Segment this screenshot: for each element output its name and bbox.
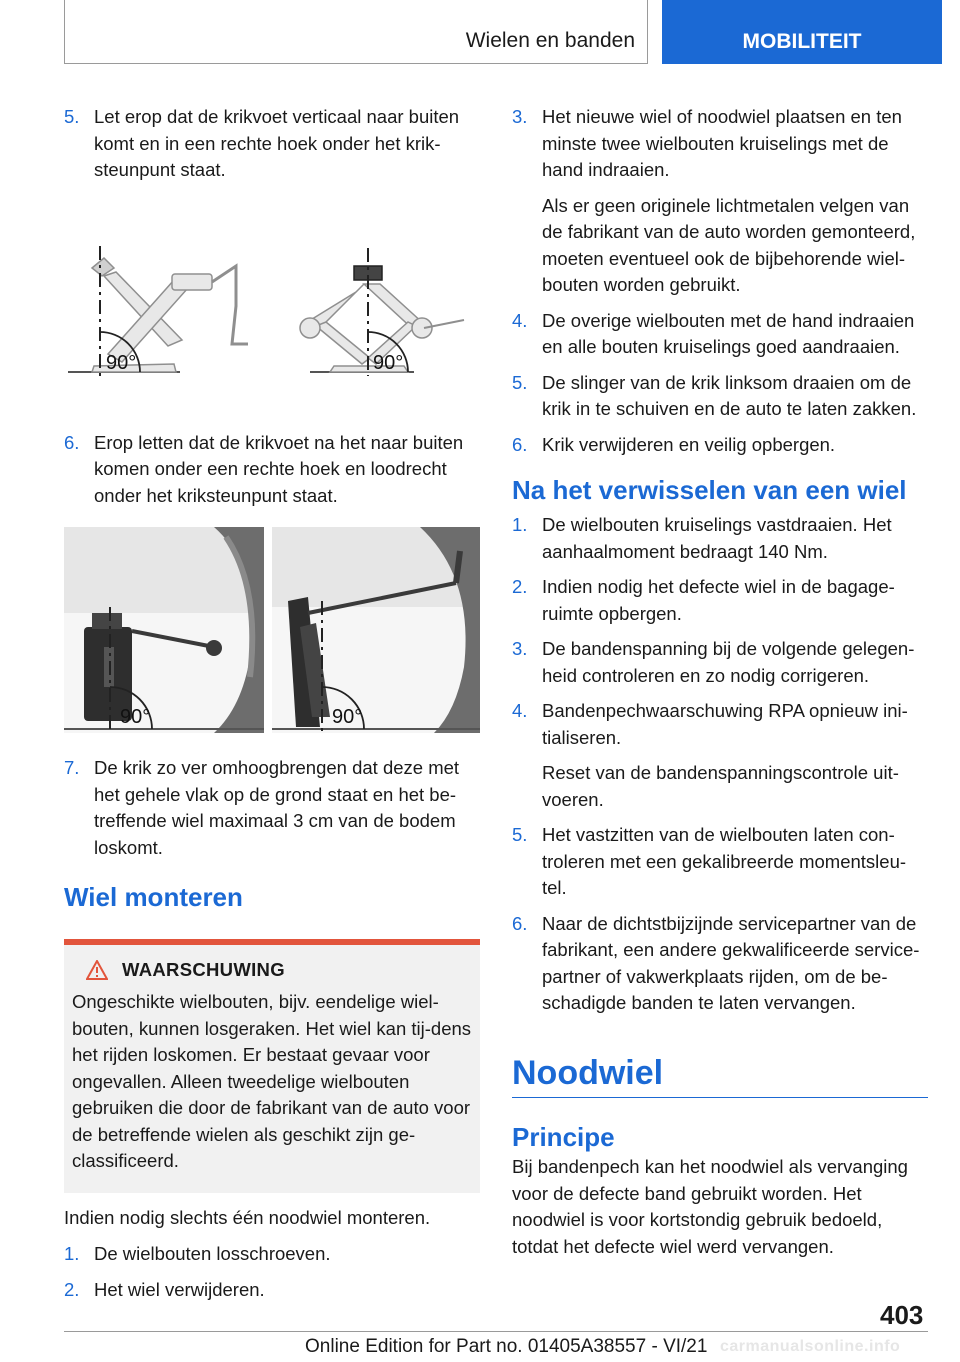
step-number: 4.	[512, 700, 528, 721]
step-text: De wielbouten losschroeven.	[94, 1243, 331, 1264]
step-item	[512, 911, 928, 1017]
step-number: 2.	[64, 1278, 80, 1300]
step-text: Het vastzitten van de wielbouten laten con-troleren met een gekalibreerde momentsleu-tel.	[542, 824, 907, 898]
step-item	[64, 1277, 480, 1304]
jack-placement-figure	[64, 527, 480, 735]
step-item	[64, 104, 480, 184]
step-text: Krik verwijderen en veilig opbergen.	[542, 433, 836, 455]
step-number: 5.	[512, 371, 528, 393]
jack-angle-illustration	[64, 236, 480, 396]
warning-box	[64, 939, 480, 1193]
chapter-heading-noodwiel: Noodwiel	[512, 1053, 664, 1092]
step-text: Bandenpechwaarschuwing RPA opnieuw ini-tialiseren.	[542, 700, 908, 748]
warning-title-text: WAARSCHUWING	[122, 959, 285, 980]
step-item	[512, 308, 928, 361]
step-item	[512, 636, 928, 689]
step-note: Als er geen originele lichtmetalen velgen van de fabrikant van de auto worden gemonteerd, moeten eventueel ook de bijbehorende wiel-bouten worden gebruikt.	[542, 194, 916, 295]
left-column	[64, 104, 480, 1303]
step-number: 6.	[64, 431, 80, 453]
note-text: Indien nodig slechts één noodwiel monteren.	[64, 1206, 431, 1228]
warning-title	[72, 959, 472, 981]
step-text: Erop letten dat de krikvoet na het naar buiten komen onder een rechte hoek en loodrecht onder het kriksteunpunt staat.	[94, 431, 464, 506]
step-item	[512, 512, 928, 565]
header-section-title: Wielen en banden	[465, 29, 635, 52]
subheading-principe: Principe	[512, 1122, 615, 1152]
right-column	[512, 104, 928, 1260]
page-number: 403	[880, 1300, 924, 1330]
jack-angle-figure	[64, 236, 480, 396]
angle-label: 90°	[106, 351, 137, 374]
principle-text: Bij bandenpech kan het noodwiel als vervanging voor de defecte band gebruikt worden. Het noodwiel is voor kortstondig gebruik bedoeld, totdat het defecte wiel werd vervangen.	[512, 1156, 908, 1257]
step-text: De slinger van de krik linksom draaien om de krik in te schuiven en de auto te laten zakken.	[542, 371, 917, 419]
step-item	[64, 430, 480, 510]
step-text: Naar de dichtstbijzijnde servicepartner van de fabrikant, een andere gekwalificeerde service-partner of vakwerkplaats rijden, om de be-schadigde banden te laten vervangen.	[542, 912, 920, 1013]
heading-rule	[512, 1097, 928, 1099]
step-text: Het wiel verwijderen.	[94, 1278, 265, 1300]
angle-label: 90°	[120, 706, 151, 728]
step-number: 2.	[512, 576, 528, 597]
footer-rule	[64, 1331, 928, 1332]
section-heading-na-het-verwisselen: Na het verwisselen van een wiel	[512, 475, 907, 505]
warning-text: Ongeschikte wielbouten, bijv. eendelige wiel-bouten, kunnen losgeraken. Het wiel kan tij-dens het rijden loskomen. Er bestaat gevaar voor ongevallen. Alleen tweedelige wielbouten gebruiken die door de fabrikant van de auto voor de betreffende wielen als geschikt zijn ge-classificeerd.	[72, 991, 472, 1171]
step-text: De wielbouten kruiselings vastdraaien. Het aanhaalmoment bedraagt 140 Nm.	[542, 514, 892, 562]
step-number: 5.	[64, 106, 80, 127]
step-item	[64, 755, 480, 861]
step-text: Het nieuwe wiel of noodwiel plaatsen en ten minste twee wielbouten kruiselings met de hand indraaien.	[542, 106, 902, 180]
step-text: De bandenspanning bij de volgende gelegen-heid controleren en zo nodig corrigeren.	[542, 638, 915, 686]
footer-edition: Online Edition for Part no. 01405A38557 - VI/21	[305, 1336, 708, 1357]
step-item	[512, 822, 928, 902]
warning-triangle-icon	[86, 960, 108, 980]
angle-label: 90°	[373, 351, 404, 374]
step-number: 7.	[64, 757, 80, 778]
step-number: 3.	[512, 638, 528, 659]
step-note: Reset van de bandenspanningscontrole uit-voeren.	[542, 762, 899, 810]
jack-placement-illustration	[64, 527, 480, 735]
header-chapter-tab[interactable]	[662, 0, 942, 64]
step-item	[512, 698, 928, 751]
angle-label: 90°	[332, 706, 363, 728]
step-item	[512, 370, 928, 423]
step-number: 6.	[512, 912, 528, 934]
step-text: Indien nodig het defecte wiel in de bagage-ruimte opbergen.	[542, 576, 895, 624]
step-item	[512, 432, 928, 459]
step-item	[64, 1241, 480, 1268]
step-number: 4.	[512, 309, 528, 331]
step-item	[512, 104, 928, 184]
step-text: De krik zo ver omhoogbrengen dat deze met het gehele vlak op de grond staat en het be-treffende wiel maximaal 3 cm van de bodem loskomt.	[94, 757, 460, 858]
step-number: 6.	[512, 433, 528, 455]
step-number: 1.	[64, 1243, 80, 1264]
step-number: 1.	[512, 514, 528, 535]
step-number: 5.	[512, 824, 528, 845]
step-number: 3.	[512, 106, 528, 127]
header-frame	[64, 0, 648, 64]
step-text: De overige wielbouten met de hand indraaien en alle bouten kruiselings goed aandraaien.	[542, 309, 915, 357]
section-heading-wiel-monteren: Wiel monteren	[64, 882, 243, 912]
side-view-jack	[68, 258, 248, 372]
header-chapter-label: MOBILITEIT	[742, 30, 862, 53]
step-item	[512, 574, 928, 627]
step-text: Let erop dat de krikvoet verticaal naar buiten komt en in een rechte hoek onder het krik-steunpunt staat.	[94, 106, 460, 180]
footer-watermark: carmanualsonline.info	[720, 1338, 901, 1355]
